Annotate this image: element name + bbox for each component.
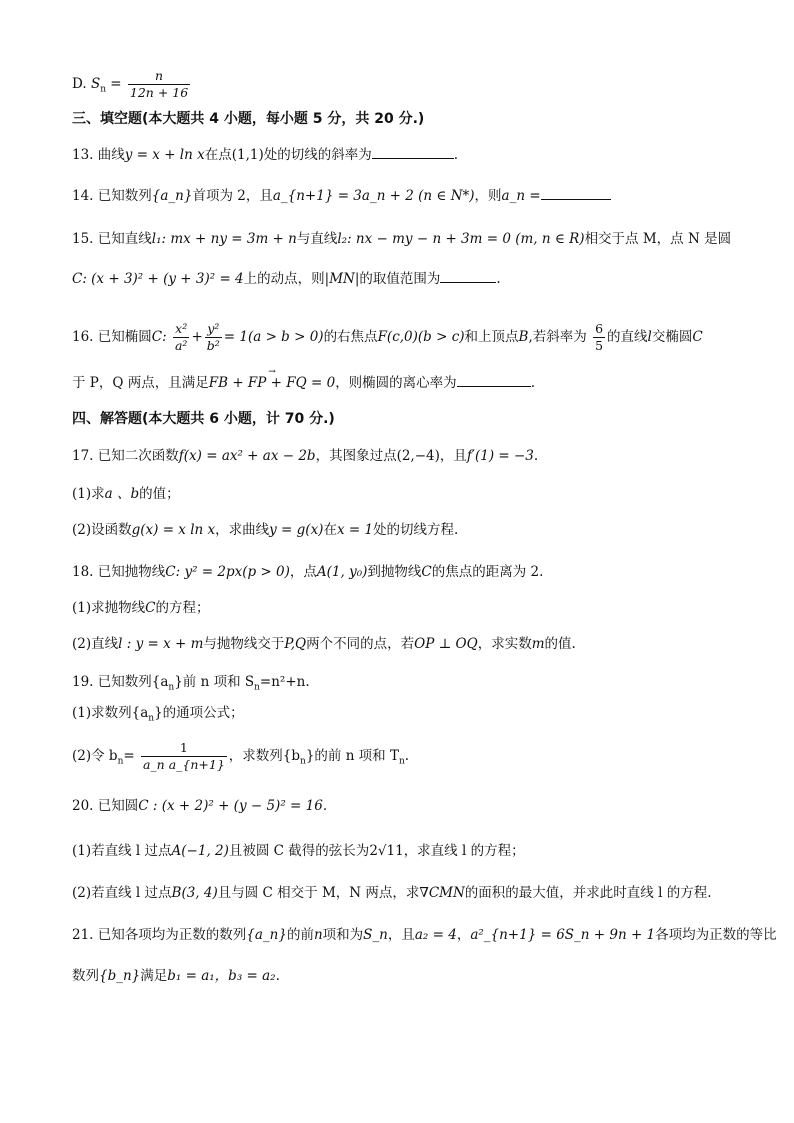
question-16-line-1: 16. 已知椭圆C: $\frac{\text{x²}}{\text{a²}}$ + $\frac{\text{y²}}{\text{b²}}$ = 1(a > b > 0)的右焦点F(c,0)(b > c)和上顶点B,若斜率为 $\frac{6}{5}$ 的直线l交椭圆C — [72, 321, 703, 353]
question-18-part-1: (1)求抛物线C的方程； — [72, 600, 210, 616]
question-15-line-1: 15. 已知直线l₁: mx + ny = 3m + n与直线l₂: nx − my − n + 3m = 0 (m, n ∈ R)相交于点 M，点 N 是圆 — [72, 231, 732, 247]
slope-fraction: $\frac{6}{5}$ — [595, 321, 604, 353]
question-20-part-2: (2)若直线 l 过点B(3, 4)且与圆 C 相交于 M，N 两点，求∇CMN的面积的最大值，并求此时直线 l 的方程. — [72, 885, 712, 901]
answer-blank[interactable] — [372, 144, 454, 159]
option-d-fraction: $\frac{n}{12n + 16}$ — [129, 68, 189, 100]
question-13: 13. 曲线y = x + ln x在点(1,1)处的切线的斜率为 . — [72, 144, 754, 166]
question-18: 18. 已知抛物线C: y² = 2px(p > 0)，点A(1, y₀)到抛物线C的焦点的距离为 2. — [72, 564, 544, 580]
question-19: 19. 已知数列$\{a_n\}$前 n 项和 $S_n=n^2+n$. — [72, 674, 310, 693]
option-d: D. $S_n$ = $\frac{n}{12n + 16}$ — [72, 68, 189, 100]
question-20-part-1: (1)若直线 l 过点A(−1, 2)且被圆 C 截得的弦长为2√11，求直线 l 的方程； — [72, 843, 525, 859]
x2-over-a2: $\frac{\text{x²}}{\text{a²}}$ — [174, 321, 188, 353]
question-18-part-2: (2)直线l : y = x + m与抛物线交于P,Q两个不同的点，若OP ⊥ OQ，求实数m的值. — [72, 636, 576, 652]
answer-blank[interactable] — [541, 185, 611, 200]
question-17-part-1: (1)求a 、b的值； — [72, 486, 180, 502]
y2-over-b2: $\frac{\text{y²}}{\text{b²}}$ — [206, 321, 220, 353]
question-20: 20. 已知圆C : (x + 2)² + (y − 5)² = 16. — [72, 798, 328, 814]
question-15-line-2: C: (x + 3)² + (y + 3)² = 4上的动点，则|MN|的取值范围为 . — [72, 268, 754, 290]
answer-blank[interactable] — [440, 268, 496, 283]
question-19-part-1: (1)求数列$\{a_n\}$的通项公式； — [72, 705, 244, 724]
question-21-line-2: 数列{b_n}满足b₁ = a₁，b₃ = a₂. — [72, 968, 280, 984]
bn-fraction: $\frac{1}{\text{a\_n a\_\{n+1\}}}$ — [142, 740, 225, 772]
section-3-title: 三、填空题(本大题共 4 小题，每小题 5 分，共 20 分.) — [72, 111, 425, 127]
question-17: 17. 已知二次函数f(x) = ax² + ax − 2b，其图象过点(2,−4)，且f′(1) = −3. — [72, 448, 539, 464]
question-14: 14. 已知数列{a_n}首项为 2，且a_{n+1} = 3a_n + 2 (n ∈ N*)，则a_n = — [72, 185, 754, 207]
question-17-part-2: (2)设函数g(x) = x ln x，求曲线y = g(x)在x = 1处的切线方程. — [72, 522, 459, 538]
section-4-title: 四、解答题(本大题共 6 小题，计 70 分.) — [72, 411, 335, 427]
question-21-line-1: 21. 已知各项均为正数的数列{a_n}的前n项和为S_n，且a₂ = 4，a²_{n+1} = 6S_n + 9n + 1各项均为正数的等比 — [72, 927, 777, 943]
question-19-part-2: (2)令 $b_n=$ $\frac{1}{\text{a\_n a\_\{n+1\}}}$ ，求数列$\{b_n\}$的前 n 项和 $T_n$. — [72, 740, 410, 772]
answer-blank[interactable] — [457, 372, 531, 387]
question-16-line-2: 于 P，Q 两点，且满足→ FB + FP + FQ = 0，则椭圆的离心率为 . — [72, 372, 754, 394]
